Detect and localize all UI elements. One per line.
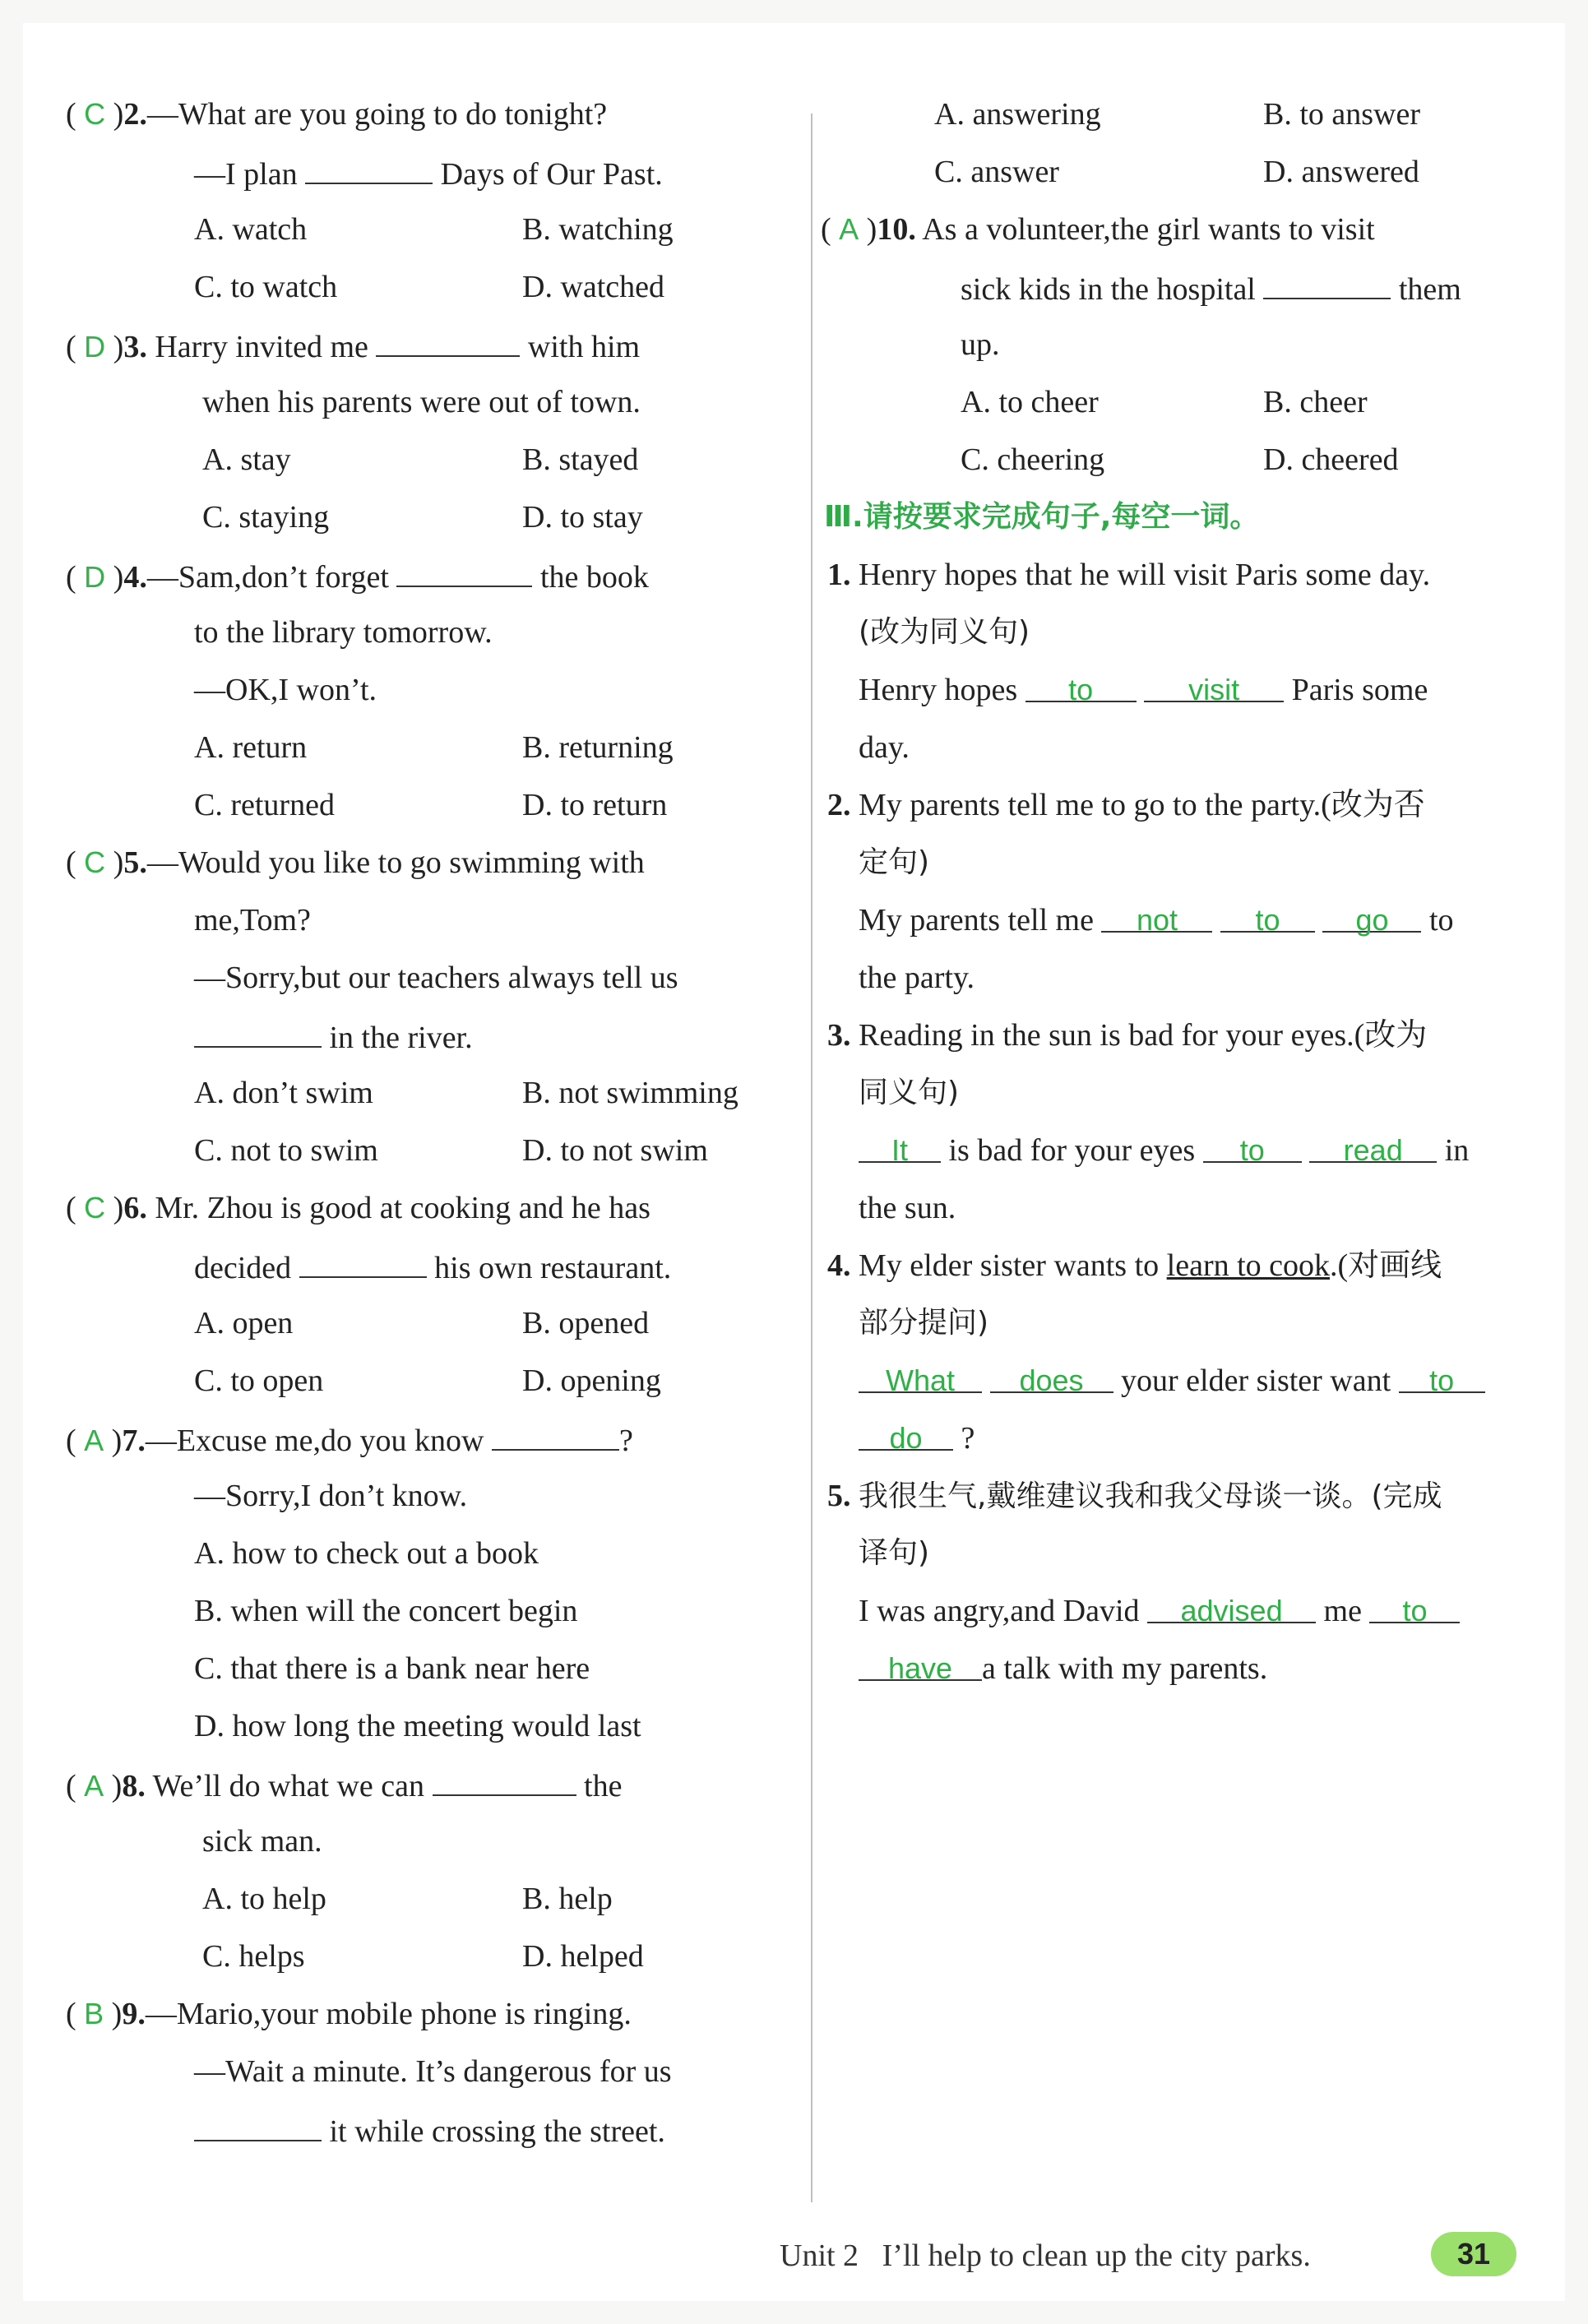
answer-paren-close: ) (105, 560, 124, 595)
question-stem: —What are you going to do tonight? (146, 97, 608, 132)
answer-text: I was angry,and David (859, 1594, 1140, 1628)
answer-blank[interactable] (433, 1763, 576, 1796)
answer-blank[interactable] (305, 151, 433, 184)
answer-paren-close: ) (105, 330, 124, 364)
answer-blank[interactable] (376, 324, 520, 357)
worksheet-page (23, 23, 1565, 2301)
stem-text: —I plan (194, 157, 298, 192)
answer-blank[interactable] (1147, 1590, 1316, 1627)
question-6 (66, 1187, 650, 1229)
filled-answer: not (1136, 903, 1178, 937)
option-d: D. opening (522, 1363, 661, 1398)
sentence-2 (827, 785, 1425, 826)
answer-text: a talk with my parents. (982, 1651, 1268, 1686)
section-heading: Ⅲ.请按要求完成句子,每空一词。 (824, 500, 1260, 534)
answer-paren: ( (66, 1424, 85, 1458)
question-10 (821, 209, 1375, 250)
option-c: C. answer (934, 155, 1059, 189)
option-a: A. watch (194, 212, 308, 247)
option-c: C. that there is a bank near here (194, 1651, 590, 1686)
filled-answer: What (885, 1363, 956, 1397)
page-footer (780, 2235, 1311, 2276)
question-number: 6. (123, 1191, 147, 1225)
stem-text: with him (527, 330, 641, 364)
answer-blank[interactable] (194, 2109, 322, 2141)
stem-text: —Excuse me,do you know (145, 1424, 484, 1458)
option-c: C. helps (202, 1939, 305, 1974)
sentence-number: 5. (827, 1479, 851, 1513)
answer-text: me (1323, 1594, 1362, 1628)
option-d: D. to return (522, 788, 668, 822)
question-10-stem-line3: up. (961, 327, 1000, 362)
question-number: 8. (122, 1769, 146, 1803)
stem-text: ? (618, 1424, 633, 1458)
sentence-1-answer (859, 669, 1428, 711)
sentence-2-answer (859, 900, 1454, 941)
sentence-text: 我很生气,戴维建议我和我父母谈一谈。(完成 (859, 1479, 1442, 1513)
option-b: B. stayed (522, 442, 639, 477)
question-number: 9. (122, 1997, 146, 2031)
question-10-stem-line2 (961, 266, 1461, 310)
answer-letter: A (839, 212, 859, 246)
answer-blank[interactable] (396, 554, 532, 587)
option-c: C. not to swim (194, 1133, 378, 1168)
question-number: 3. (123, 330, 147, 364)
stem-text: his own restaurant. (434, 1251, 672, 1285)
question-4-stem-line2: to the library tomorrow. (194, 615, 493, 650)
stem-text: As a volunteer,the girl wants to visit (922, 212, 1375, 247)
stem-text: the book (539, 560, 649, 595)
option-d: D. helped (522, 1939, 644, 1974)
stem-text: it while crossing the street. (329, 2114, 665, 2149)
option-b: B. to answer (1263, 97, 1421, 132)
question-4 (66, 554, 649, 598)
sentence-5-answer-line2 (859, 1648, 1267, 1689)
answer-paren-close: ) (105, 1191, 124, 1225)
option-d: D. watched (522, 270, 665, 304)
sentence-number: 2. (827, 788, 851, 822)
answer-blank[interactable] (194, 1015, 322, 1048)
sentence-4-instruction: 部分提问) (859, 1306, 989, 1340)
option-c: C. returned (194, 788, 335, 822)
question-2 (66, 94, 607, 135)
filled-answer: read (1343, 1133, 1403, 1167)
answer-blank[interactable] (492, 1418, 619, 1451)
sentence-1 (827, 554, 1430, 595)
answer-paren-close: ) (104, 1997, 123, 2031)
answer-text: Paris some (1291, 673, 1428, 707)
question-9-stem-line2: —Wait a minute. It’s dangerous for us (194, 2054, 672, 2089)
sentence-1-instruction: (改为同义句) (859, 615, 1030, 649)
stem-text: sick kids in the hospital (961, 272, 1256, 307)
question-6-stem-line2 (194, 1245, 671, 1289)
sentence-3-answer (859, 1130, 1469, 1171)
answer-paren-close: ) (105, 97, 124, 132)
answer-paren: ( (66, 1769, 85, 1803)
stem-text: Mr. Zhou is good at cooking and he has (155, 1191, 650, 1225)
sentence-4 (827, 1245, 1442, 1286)
sentence-3-instruction: 同义句) (859, 1076, 960, 1109)
option-c: C. cheering (961, 442, 1105, 477)
option-d: D. how long the meeting would last (194, 1709, 641, 1743)
answer-letter: D (84, 560, 106, 594)
filled-answer: have (887, 1651, 953, 1685)
answer-paren-close: ) (104, 1424, 123, 1458)
question-number: 10. (877, 212, 916, 247)
option-d: D. to stay (522, 500, 643, 535)
sentence-4-answer (859, 1360, 1485, 1401)
sentence-text: My parents tell me to go to the party.(改为否 (859, 788, 1425, 822)
question-number: 4. (123, 560, 147, 595)
question-7 (66, 1418, 633, 1461)
option-b: B. cheer (1263, 385, 1368, 419)
filled-answer: do (889, 1421, 923, 1455)
filled-answer: to (1429, 1363, 1455, 1397)
question-5-stem-line4 (194, 1015, 473, 1058)
question-5 (66, 842, 645, 883)
answer-letter: A (84, 1424, 104, 1457)
question-8-stem-line2: sick man. (202, 1824, 322, 1859)
option-b: B. not swimming (522, 1076, 738, 1110)
sentence-3 (827, 1015, 1427, 1056)
answer-blank[interactable] (859, 1648, 982, 1685)
answer-paren-close: ) (859, 212, 877, 247)
answer-paren: ( (66, 97, 85, 132)
option-a: A. how to check out a book (194, 1536, 539, 1571)
answer-blank[interactable] (299, 1245, 427, 1278)
question-number: 7. (122, 1424, 146, 1458)
sentence-text: Reading in the sun is bad for your eyes.(改为 (859, 1018, 1428, 1053)
filled-answer: to (1402, 1594, 1428, 1627)
answer-blank[interactable] (1101, 900, 1212, 937)
answer-paren: ( (821, 212, 840, 247)
answer-letter: B (84, 1997, 104, 2030)
option-c: C. to watch (194, 270, 338, 304)
question-8 (66, 1763, 622, 1807)
question-9 (66, 1993, 632, 2035)
answer-paren-close: ) (105, 845, 124, 880)
answer-text: My parents tell me (859, 903, 1094, 937)
sentence-number: 4. (827, 1248, 851, 1283)
sentence-3-answer-line2: the sun. (859, 1191, 956, 1225)
option-d: D. cheered (1263, 442, 1399, 477)
option-a: A. open (194, 1306, 294, 1340)
sentence-1-answer-line2: day. (859, 730, 910, 765)
question-number: 5. (123, 845, 147, 880)
option-d: D. answered (1263, 155, 1419, 189)
answer-text: Henry hopes (859, 673, 1018, 707)
answer-blank[interactable] (1025, 669, 1137, 706)
option-d: D. to not swim (522, 1133, 708, 1168)
question-3-stem-line2: when his parents were out of town. (202, 385, 641, 419)
filled-answer: It (891, 1133, 908, 1167)
column-divider (811, 113, 813, 2202)
filled-answer: visit (1188, 673, 1240, 706)
answer-blank[interactable] (859, 1418, 953, 1455)
answer-paren: ( (66, 1191, 85, 1225)
answer-blank[interactable] (1144, 669, 1284, 706)
answer-text: to (1428, 903, 1454, 937)
option-b: B. watching (522, 212, 674, 247)
question-3 (66, 324, 640, 368)
sentence-text: My elder sister wants to (859, 1248, 1167, 1283)
stem-text: —Sam,don’t forget (146, 560, 389, 595)
answer-text: in (1444, 1133, 1470, 1168)
sentence-text: Henry hopes that he will visit Paris some day. (859, 558, 1431, 592)
option-b: B. when will the concert begin (194, 1594, 578, 1628)
option-a: A. return (194, 730, 308, 765)
question-9-stem-line3 (194, 2109, 665, 2152)
unit-title: I’ll help to clean up the city parks. (882, 2238, 1311, 2273)
sentence-4-answer-line2 (859, 1418, 975, 1459)
underlined-phrase: learn to cook (1166, 1248, 1331, 1283)
option-a: A. stay (202, 442, 291, 477)
sentence-5-instruction: 译句) (859, 1536, 930, 1570)
question-7-stem-line2: —Sorry,I don’t know. (194, 1479, 468, 1513)
filled-answer: to (1255, 903, 1280, 937)
stem-text: them (1398, 272, 1461, 307)
answer-blank[interactable] (990, 1360, 1113, 1397)
answer-letter: C (84, 845, 106, 879)
question-number: 2. (123, 97, 147, 132)
answer-blank[interactable] (1263, 266, 1391, 299)
sentence-number: 3. (827, 1018, 851, 1053)
option-a: A. answering (934, 97, 1101, 132)
option-b: B. returning (522, 730, 674, 765)
answer-blank[interactable] (1203, 1130, 1302, 1167)
stem-text: decided (194, 1251, 292, 1285)
answer-blank[interactable] (859, 1360, 982, 1397)
answer-letter: C (84, 97, 106, 131)
filled-answer: to (1068, 673, 1094, 706)
unit-label: Unit 2 (780, 2238, 859, 2273)
answer-paren: ( (66, 845, 85, 880)
answer-paren: ( (66, 1997, 85, 2031)
option-c: C. staying (202, 500, 330, 535)
answer-blank[interactable] (1322, 900, 1421, 937)
answer-text: is bad for your eyes (948, 1133, 1196, 1168)
option-a: A. to cheer (961, 385, 1099, 419)
answer-blank[interactable] (859, 1130, 941, 1167)
stem-text: the (584, 1769, 623, 1803)
answer-blank[interactable] (1220, 900, 1315, 937)
answer-letter: D (84, 330, 106, 363)
stem-text: Days of Our Past. (440, 157, 663, 192)
question-5-stem-line3: —Sorry,but our teachers always tell us (194, 961, 678, 995)
option-b: B. opened (522, 1306, 650, 1340)
answer-paren-close: ) (104, 1769, 123, 1803)
stem-text: —Would you like to go swimming with (146, 845, 645, 880)
sentence-5-answer (859, 1590, 1460, 1632)
sentence-2-answer-line2: the party. (859, 961, 975, 995)
answer-blank[interactable] (1369, 1590, 1460, 1627)
stem-text: Harry invited me (155, 330, 368, 364)
filled-answer: to (1239, 1133, 1265, 1167)
filled-answer: advised (1180, 1594, 1283, 1627)
filled-answer: does (1019, 1363, 1084, 1397)
sentence-5 (827, 1475, 1442, 1517)
stem-text: in the river. (329, 1021, 473, 1055)
question-5-stem-line2: me,Tom? (194, 903, 311, 937)
page-number-badge: 31 (1431, 2232, 1516, 2276)
filled-answer: go (1355, 903, 1389, 937)
answer-paren: ( (66, 560, 85, 595)
option-a: A. to help (202, 1882, 326, 1916)
answer-text: your elder sister want (1121, 1363, 1391, 1398)
answer-paren: ( (66, 330, 85, 364)
answer-blank[interactable] (1309, 1130, 1437, 1167)
sentence-2-instruction: 定句) (859, 845, 930, 879)
option-a: A. don’t swim (194, 1076, 373, 1110)
question-4-stem-line3: —OK,I won’t. (194, 673, 377, 707)
question-2-stem-line2 (194, 151, 663, 195)
option-c: C. to open (194, 1363, 324, 1398)
answer-blank[interactable] (1399, 1360, 1485, 1397)
sentence-number: 1. (827, 558, 851, 592)
option-b: B. help (522, 1882, 613, 1916)
stem-text: We’ll do what we can (152, 1769, 425, 1803)
stem-text: —Mario,your mobile phone is ringing. (145, 1997, 632, 2031)
answer-text: ? (961, 1421, 975, 1456)
answer-letter: A (84, 1769, 104, 1803)
sentence-text: .(对画线 (1330, 1248, 1442, 1283)
answer-letter: C (84, 1191, 106, 1224)
